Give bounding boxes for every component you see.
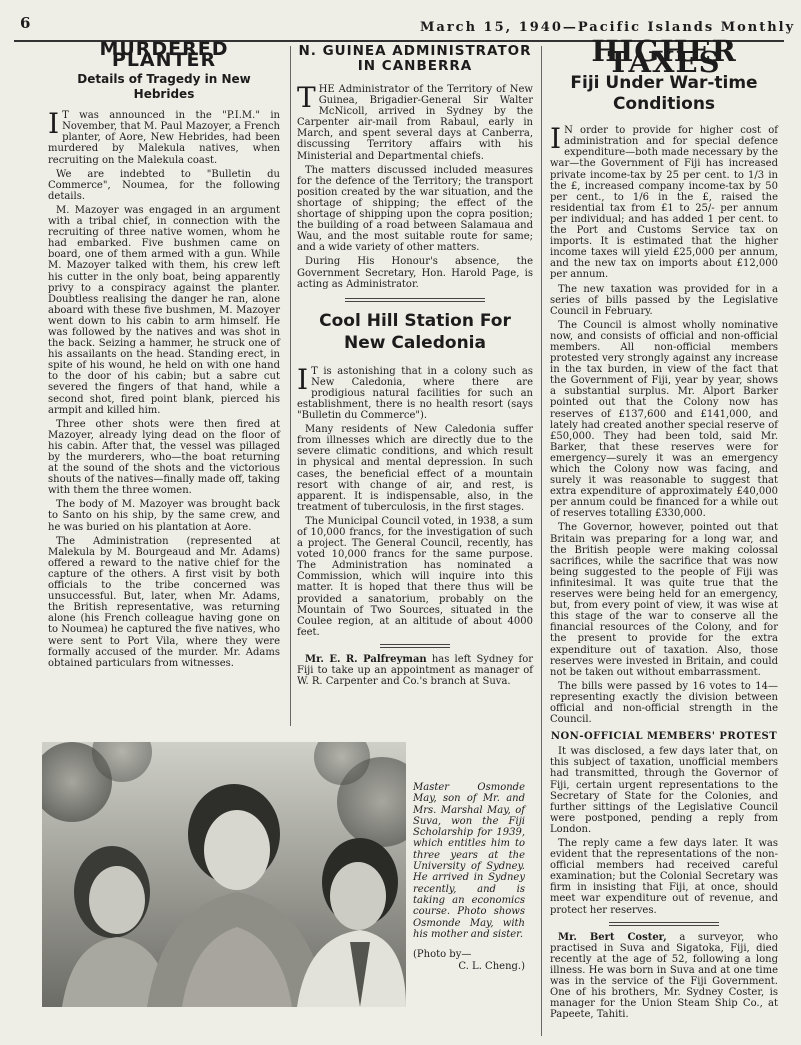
palfreyman-note: Mr. E. R. Palfreyman has left Sydney for Fiji to take up an appointment as manager of W. R. Carpenter and Co.'s branch at Suva. xyxy=(297,653,533,688)
murder-title: MURDERED PLANTER xyxy=(99,38,229,72)
murder-paragraph: M. Mazoyer was engaged in an argument with a tribal chief, in connection with the recruiting of three native women, whom he had embarked. Five bushmen came on board, one of them armed with a gun. While M. Mazoyer talked with them, his crew left his cutter in the only boat, being apparently privy to a conspiracy against the planter. Doubtless realising the danger he ran, alone aboard with these five bushmen, M. Mazoyer went down to his cabin to arm himself. He was followed by the natives and was shot in the back. Seizing a hammer, he struck one of his assailants on the head. Standing erect, in spite of his wound, he held on with one hand to the door of his cabin; but a sabre cut severed the fingers of that hand, while a second shot, fired point blank, pierced his armpit and killed him. xyxy=(48,204,280,416)
section-divider xyxy=(380,644,450,648)
cool-dropcap: I xyxy=(297,362,309,396)
article-murdered-planter xyxy=(48,38,280,672)
admin-paragraph: The matters discussed included measures for the defence of the Territory; the transport position created by the war situation, and the shortage of shipping; the effect of the shortage of shipping upon the copra position; the building of a road between Salamaua and Wau, and the most suitable route for same; and a wide variety of other matters. xyxy=(297,164,533,254)
photo-caption: Master Osmonde May, son of Mr. and Mrs. Marshal May, of Suva, won the Fiji Scholarship for 1939, which entitles him to three years at the University of Sydney. He arrived in Sydney recently, and is taking an economics course. Photo shows Osmonde May, with his mother and sister. xyxy=(413,782,525,940)
murder-paragraph: We are indebted to "Bulletin du Commerce", Noumea, for the following details. xyxy=(48,168,280,202)
admin-title: N. GUINEA ADMINISTRATOR IN CANBERRA xyxy=(298,43,532,74)
murder-paragraph: The Administration (represented at Malekula by M. Bourgeaud and Mr. Adams) offered a reward to the native chief for the capture of the others. A first visit by both officials to the tribe concerned was unsuccessful. But, later, when Mr. Adams, the British representative, was returning alone (his French colleague having gone on to Noumea) he captured the five natives, who were sent to Port Vila, where they were formally accused of the murder. Mr. Adams obtained particulars from witnesses. xyxy=(48,535,280,669)
section-divider xyxy=(345,298,485,302)
article-admin xyxy=(297,44,533,690)
murder-paragraph: Three other shots were then fired at Mazoyer, already lying dead on the floor of his cabin. After that, the vessel was pillaged by the murderers, who—the boat returning at the sound of the shots and the victorious shouts of the natives—finally made off, taking with them the three women. xyxy=(48,418,280,497)
cool-paragraph: The Municipal Council voted, in 1938, a sum of 10,000 francs, for the investigation of such a project. The General Council, recently, has voted 10,000 francs for the same purpose. The Administration has nominated a Commission, which will inquire into this matter. It is hoped that there thus will be provided a sanatorium, probably on the Mountain of Two Sources, situated in the Coulee region, at an altitude of about 4000 feet. xyxy=(297,515,533,638)
taxes-dropcap: I xyxy=(550,122,562,156)
section-divider xyxy=(609,922,719,926)
protest-paragraph: The reply came a few days later. It was evident that the representations of the non-official members had received careful examination; but the Colonial Secretary was firm in insisting that Fiji, at once, should meet war expenditure out of revenue, and protect her reserves. xyxy=(550,838,778,916)
running-header: March 15, 1940—Pacific Islands Monthly xyxy=(420,20,796,35)
taxes-paragraph: The new taxation was provided for in a series of bills passed by the Legislative Council in February. xyxy=(550,283,778,317)
column-rule-1 xyxy=(290,46,291,726)
cool-title: Cool Hill Station For New Caledonia xyxy=(319,310,511,353)
protest-subhead: NON-OFFICIAL MEMBERS' PROTEST xyxy=(550,731,778,743)
cool-paragraph: Many residents of New Caledonia suffer from illnesses which are directly due to the severe climatic conditions, and which result in physical and mental depression. In such cases, the beneficial effect of a mountain resort with change of air, and rest, is apparent. It is indispensable, also, in the treatment of tuberculosis, in the first stages. xyxy=(297,424,533,513)
taxes-paragraph: The Governor, however, pointed out that Britain was preparing for a long war, and the British people were making colossal sacrifices, while the sacrifice that was now being suggested to the people of Fiji was infinitesimal. It was quite true that the reserves were being held for an emergency, but, from every point of view, it was wise at this stage of the war to conserve all the financial resources of the Colony, and for the present to provide for the extra expenditure out of taxation. Also, those reserves were invested in Britain, and could not be taken out without embarrassment. xyxy=(550,522,778,678)
cool-paragraph: I T is astonishing that in a colony such as New Caledonia, where there are prodigious natural facilities for such an establishment, there is no health resort (says "Bulletin du Commerce"). xyxy=(297,362,533,422)
taxes-paragraph: I N order to provide for higher cost of administration and for special defence expenditure—both made necessary by the war—the Government of Fiji has increased private income-tax by 25 per cent. to 1/3 in the £, increased company income-tax by 50 per cent., to 1/6 in the £, raised the residential tax from £1 to 25/- per annum per individual; and has added 1 per cent. to the Port and Customs Service tax on imports. It is estimated that the higher income taxes will yield £25,000 per annum, and the new tax on imports about £12,000 per annum. xyxy=(550,122,778,281)
article-higher-taxes xyxy=(550,34,778,1023)
family-photo xyxy=(42,742,406,1007)
column-rule-2 xyxy=(541,46,542,1036)
murder-paragraph: The body of M. Mazoyer was brought back to Santo on his ship, by the same crew, and he was buried on his plantation at Aore. xyxy=(48,499,280,533)
admin-dropcap: T xyxy=(297,81,316,114)
admin-paragraph: During His Honour's absence, the Government Secretary, Hon. Harold Page, is acting as Administrator. xyxy=(297,256,533,290)
murder-subtitle: Details of Tragedy in New Hebrides xyxy=(77,72,251,102)
murder-dropcap: I xyxy=(48,107,60,141)
taxes-title: HIGHER TAXES xyxy=(591,34,737,80)
family-photo-image xyxy=(42,742,406,1007)
photo-credit-line1: (Photo by— xyxy=(413,949,472,961)
protest-paragraph: It was disclosed, a few days later that, on this subject of taxation, unofficial members had transmitted, through the Governor of Fiji, certain urgent representations to the Secretary of State for the Colonies, and further sittings of the Legislative Council were postponed, pending a reply from London. xyxy=(550,746,778,835)
photo-credit-line2: C. L. Cheng.) xyxy=(458,961,525,973)
murder-paragraph: I T was announced in the "P.I.M." in November, that M. Paul Mazoyer, a French planter, of Aore, New Hebrides, had been murdered by Malekula natives, when recruiting on the Malekula coast. xyxy=(48,107,280,166)
coster-note: Mr. Bert Coster, a surveyor, who practised in Suva and Sigatoka, Fiji, died recently at the age of 52, following a long illness. He was born in Suva and at one time was in the service of the Fiji Government. One of his brothers, Mr. Sydney Coster, is manager for the Union Steam Ship Co., at Papeete, Tahiti. xyxy=(550,931,778,1021)
taxes-subtitle: Fiji Under War-time Conditions xyxy=(570,73,758,115)
admin-paragraph: THE Administrator of the Territory of New Guinea, Brigadier-General Sir Walter McNicoll, arrived in Sydney by the Carpenter air-mail from Rabaul, early in March, and spent several days at Canberra, discussing Territory affairs with his Ministerial and Departmental chiefs. xyxy=(297,81,533,162)
taxes-paragraph: The Council is almost wholly nominative now, and consists of official and non-official members. All non-official members protested very strongly against any increase in the tax burden, in view of the fact that the Government of Fiji, year by year, shows a substantial surplus. Mr. Alport Barker pointed out that the Colony now has reserves of £137,600 and £141,000, and lately had created another special reserve of £50,000. They had been told, said Mr. Barker, that these reserves were for emergency—surely it was an emergency which the Colony now was facing, and surely it was reasonable to suggest that extra expenditure of approximately £40,000 per annum could be financed for a while out of reserves totalling £330,000. xyxy=(550,319,778,520)
photo-caption-block xyxy=(413,782,525,973)
page-number: 6 xyxy=(20,14,31,32)
taxes-paragraph: The bills were passed by 16 votes to 14—representing exactly the division between official and non-official strength in the Council. xyxy=(550,680,778,726)
